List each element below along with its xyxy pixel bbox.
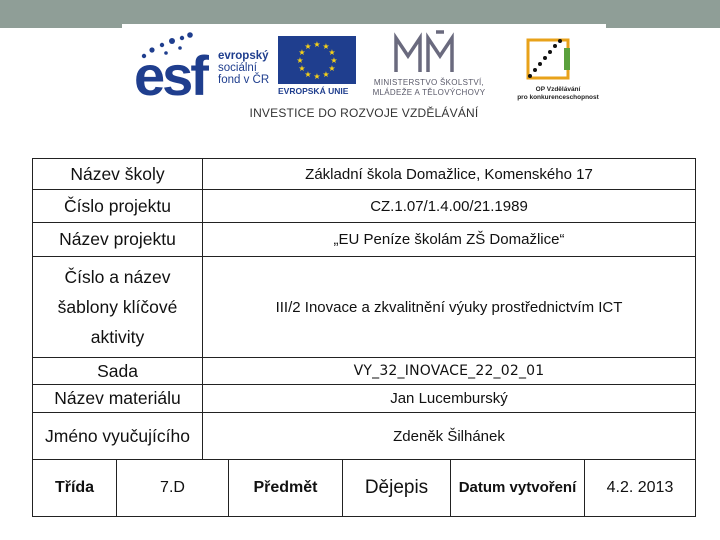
school-label: Název školy [33, 159, 203, 190]
msmt-caption [364, 78, 494, 98]
set-value: VY_32_INOVACE_22_02_01 [203, 358, 696, 385]
svg-text:★: ★ [313, 72, 321, 81]
table-row [33, 159, 696, 190]
template-value: III/2 Inovace a zkvalitnění výuky prostřednictvím ICT [203, 257, 696, 358]
svg-text:★: ★ [304, 42, 312, 51]
table-row [33, 223, 696, 257]
op-line1: OP Vzdělávání [535, 86, 581, 93]
material-label: Název materiálu [33, 385, 203, 413]
project-name-label: Název projektu [33, 223, 203, 257]
svg-text:★: ★ [298, 48, 306, 57]
date-value: 4.2. 2013 [585, 460, 696, 517]
table-row [33, 190, 696, 223]
esf-logo-word: esf [134, 44, 206, 107]
info-table [32, 158, 696, 517]
teacher-label: Jméno vyučujícího [33, 413, 203, 460]
class-label: Třída [33, 460, 117, 517]
esf-line3: fond v ČR [218, 74, 270, 86]
table-row [33, 358, 696, 385]
table-row [33, 257, 696, 358]
msmt-logo-icon [392, 30, 462, 78]
class-value: 7.D [117, 460, 229, 517]
svg-text:★: ★ [304, 70, 312, 79]
teacher-value: Zdeněk Šilhánek [203, 413, 696, 460]
op-line2: pro konkurenceschopnost [517, 94, 599, 101]
template-label: Číslo a název šablony klíčové aktivity [33, 257, 203, 358]
svg-text:★: ★ [313, 40, 321, 49]
table-row [33, 460, 696, 517]
eu-flag-icon [278, 36, 356, 84]
school-value: Základní škola Domažlice, Komenského 17 [203, 159, 696, 190]
project-number-label: Číslo projektu [33, 190, 203, 223]
project-name-value: „EU Peníze školám ZŠ Domažlice“ [203, 223, 696, 257]
date-label: Datum vytvoření [451, 460, 585, 517]
table-row [33, 385, 696, 413]
svg-text:★: ★ [330, 56, 338, 65]
esf-line2: sociální [218, 62, 257, 74]
slogan: INVESTICE DO ROZVOJE VZDĚLÁVÁNÍ [249, 106, 479, 120]
subject-label: Předmět [229, 460, 343, 517]
svg-text:★: ★ [328, 48, 336, 57]
svg-text:★: ★ [328, 64, 336, 73]
op-logo-icon [520, 34, 576, 84]
table-row [33, 413, 696, 460]
svg-text:★: ★ [298, 64, 306, 73]
set-label: Sada [33, 358, 203, 385]
msmt-line1: MINISTERSTVO ŠKOLSTVÍ, [373, 78, 485, 87]
subject-value: Dějepis [343, 460, 451, 517]
op-caption [508, 86, 608, 102]
svg-text:★: ★ [322, 42, 330, 51]
project-number-value: CZ.1.07/1.4.00/21.1989 [203, 190, 696, 223]
material-value: Jan Lucemburský [203, 385, 696, 413]
svg-text:★: ★ [296, 56, 304, 65]
svg-text:★: ★ [322, 70, 330, 79]
msmt-line2: MLÁDEŽE A TĚLOVÝCHOVY [372, 88, 486, 97]
eu-label: EVROPSKÁ UNIE [278, 86, 349, 96]
esf-line1: evropský [218, 50, 269, 62]
